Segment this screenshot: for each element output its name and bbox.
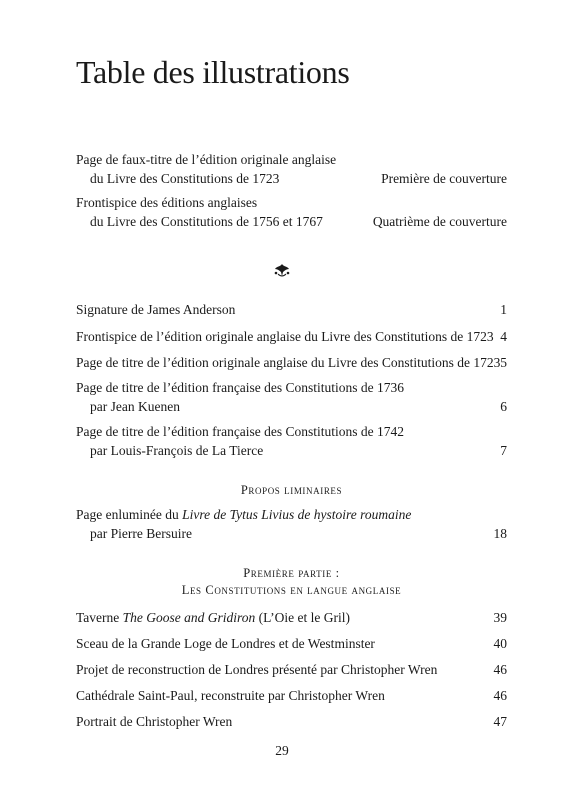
entry-title: Cathédrale Saint-Paul, reconstruite par Christopher Wren: [76, 688, 385, 703]
entry-title: Frontispice de l’édition originale anglaise du Livre des Constitutions de 1723: [76, 329, 494, 344]
entry-line: du Livre des Constitutions de 1756 et 1767: [90, 214, 323, 229]
tavern-name: The Goose and Gridiron: [122, 610, 256, 625]
entry-line: Page de titre de l’édition française des Constitutions de 1736: [76, 380, 405, 395]
list-item: [76, 634, 507, 653]
entry-page: 6: [500, 399, 507, 414]
entry-page: 39: [493, 610, 507, 625]
book-title: Livre de Tytus Livius de hystoire roumaine: [182, 507, 412, 522]
list-item: [76, 608, 507, 627]
entry-page: 46: [493, 662, 507, 677]
entry-line: [76, 505, 507, 524]
entry-title: Portrait de Christopher Wren: [76, 714, 233, 729]
entry-prefix: Page enluminée du: [76, 507, 183, 522]
entry-title: Sceau de la Grande Loge de Londres et de Westminster: [76, 636, 375, 651]
list-item: [76, 712, 507, 731]
entry-line: Frontispice des éditions anglaises: [76, 195, 258, 210]
entry-page: 40: [493, 636, 507, 651]
entry-page: 7: [500, 443, 507, 458]
page-title: Table des illustrations: [76, 54, 350, 90]
page-number: 29: [275, 743, 289, 758]
entry-line: par Pierre Bersuire: [90, 526, 192, 541]
entry-suffix: (L’Oie et le Gril): [255, 610, 351, 625]
entry-line: par Jean Kuenen: [90, 399, 180, 414]
cover-entry: [76, 193, 507, 231]
list-item: [76, 422, 507, 460]
list-item: [76, 300, 507, 319]
entry-title: Page de titre de l’édition originale anglaise du Livre des Constitutions de 1723: [76, 355, 501, 370]
entry-page: 46: [493, 688, 507, 703]
entry-line: Page de titre de l’édition française des Constitutions de 1742: [76, 424, 405, 439]
entry-page: 4: [500, 329, 507, 344]
list-item: [76, 660, 507, 679]
list-item: [76, 686, 507, 705]
entry-page: 5: [500, 355, 507, 370]
entry-title: Projet de reconstruction de Londres présenté par Christopher Wren: [76, 662, 438, 677]
cover-entry: [76, 150, 507, 188]
list-item: [76, 378, 507, 416]
entry-page: 18: [493, 526, 507, 541]
list-item: [76, 327, 507, 346]
section-subheading: Les Constitutions en langue anglaise: [181, 583, 402, 597]
list-item: [76, 353, 507, 372]
entry-line: du Livre des Constitutions de 1723: [90, 171, 280, 186]
entry-title: [76, 610, 350, 625]
entry-line: Page de faux-titre de l’édition originale anglaise: [76, 152, 337, 167]
entry-title: Signature de James Anderson: [76, 302, 236, 317]
list-item: [76, 505, 507, 543]
entry-location: Première de couverture: [381, 171, 507, 186]
entry-prefix: Taverne: [76, 610, 123, 625]
section-heading: Propos liminaires: [240, 483, 343, 497]
entry-page: 47: [493, 714, 507, 729]
section-heading: Première partie :: [243, 566, 340, 580]
entry-page: 1: [500, 302, 507, 317]
entry-location: Quatrième de couverture: [372, 214, 507, 229]
entry-line: par Louis-François de La Tierce: [90, 443, 264, 458]
fleuron-icon: [272, 262, 292, 278]
